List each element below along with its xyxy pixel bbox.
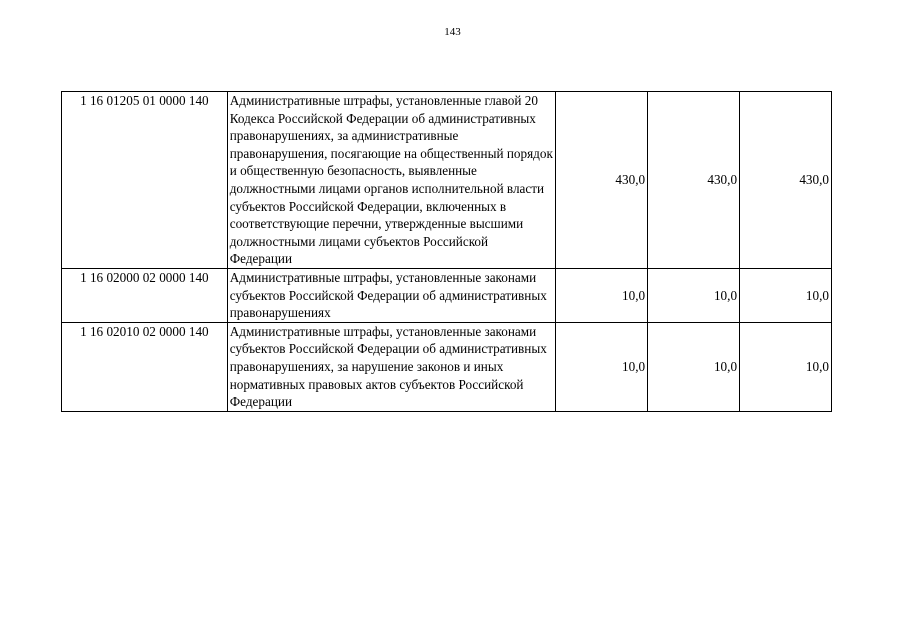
amount-cell: 10,0 xyxy=(556,268,648,322)
amount-cell: 10,0 xyxy=(648,268,740,322)
amount-cell: 10,0 xyxy=(556,322,648,411)
budget-code-cell: 1 16 02010 02 0000 140 xyxy=(62,322,228,411)
description-cell: Административные штрафы, установленные главой 20 Кодекса Российской Федерации об административных правонарушениях, за административные правонарушения, посягающие на общественный порядок и общественную безопасность, выявленные должностными лицами органов исполнительной власти субъектов Российской Федерации, включенных в соответствующие перечни, утвержденные высшими должностными лицами субъектов Российской Федерации xyxy=(227,92,555,269)
page-number: 143 xyxy=(444,26,461,38)
budget-code-cell: 1 16 02000 02 0000 140 xyxy=(62,268,228,322)
budget-table xyxy=(61,91,832,412)
description-cell: Административные штрафы, установленные законами субъектов Российской Федерации об административных правонарушениях xyxy=(227,268,555,322)
amount-cell: 430,0 xyxy=(556,92,648,269)
amount-cell: 10,0 xyxy=(648,322,740,411)
amount-cell: 10,0 xyxy=(740,268,832,322)
amount-cell: 10,0 xyxy=(740,322,832,411)
budget-code-cell: 1 16 01205 01 0000 140 xyxy=(62,92,228,269)
table-row xyxy=(62,92,832,269)
table-row xyxy=(62,322,832,411)
amount-cell: 430,0 xyxy=(740,92,832,269)
amount-cell: 430,0 xyxy=(648,92,740,269)
description-cell: Административные штрафы, установленные законами субъектов Российской Федерации об административных правонарушениях, за нарушение законов и иных нормативных правовых актов субъектов Российской Федерации xyxy=(227,322,555,411)
table-row xyxy=(62,268,832,322)
